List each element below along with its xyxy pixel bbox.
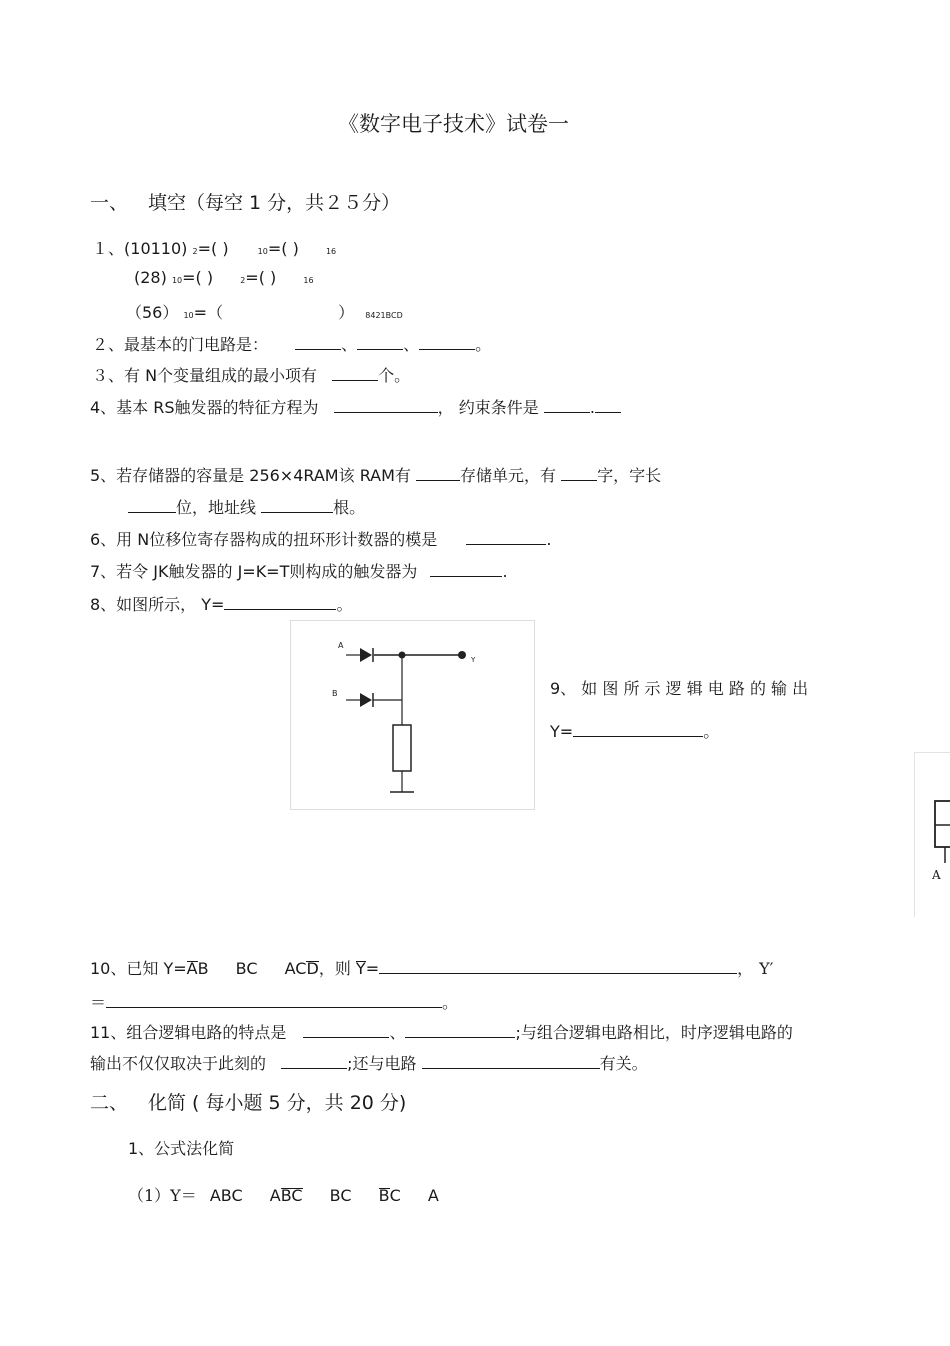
diode-circuit-figure — [290, 620, 536, 810]
q1c-base-bcd: 8421BCD — [365, 311, 403, 320]
q11-blank-1[interactable] — [303, 1023, 389, 1038]
q2-blank-2[interactable] — [357, 335, 403, 350]
q10-end: 。 — [442, 993, 459, 1012]
q4-end: . — [589, 398, 595, 417]
q5-line2-b: 根。 — [333, 498, 366, 517]
q4-text: 4、基本 RS触发器的特征方程为 — [90, 398, 319, 417]
q8-end: 。 — [336, 595, 353, 614]
q1a-value: (10110) — [124, 239, 188, 258]
s2q1-1-term-3: BC — [329, 1186, 352, 1205]
q10-term-bc: BC — [235, 959, 258, 978]
q2-sep-2: 、 — [403, 335, 420, 354]
q4-blank-3 — [595, 398, 621, 413]
q8-text: 8、如图所示， Y= — [90, 595, 225, 614]
q5-line2-a: 位，地址线 — [176, 498, 257, 517]
q1a-base-10: 10 — [257, 247, 268, 256]
q7-blank[interactable] — [430, 562, 502, 577]
side-figure-fragment — [914, 752, 950, 917]
question-5-line-2 — [128, 495, 365, 518]
s2q1-1-term-5: A — [427, 1186, 439, 1205]
q7-text: 7、若令 JK触发器的 J=K=T则构成的触发器为 — [90, 562, 418, 581]
q1c-value: （56） — [126, 303, 179, 322]
q10-blank-1[interactable] — [379, 959, 737, 974]
q2-sep-1: 、 — [341, 335, 358, 354]
q4-blank-2[interactable] — [544, 398, 590, 413]
s2q1-1-term-4a-bar: B — [378, 1186, 390, 1205]
q11-blank-4[interactable] — [422, 1054, 600, 1069]
q6-blank[interactable] — [466, 530, 546, 545]
output-terminal — [458, 651, 466, 659]
section-2-number: 二、 — [90, 1092, 129, 1114]
page-title: 《数字电子技术》试卷一 — [338, 112, 569, 136]
section-1-heading: 填空（每空 1 分，共２５分） — [148, 192, 401, 214]
side-figure-drawing — [915, 753, 950, 917]
q9-end: 。 — [703, 722, 720, 741]
diode-a-icon — [360, 648, 372, 662]
q10-eq: = — [365, 959, 380, 978]
q3-blank[interactable] — [332, 366, 378, 381]
q5-blank-2[interactable] — [561, 466, 597, 481]
q4-mid: ， 约束条件是 — [437, 398, 539, 417]
q5-mid-2: 字，字长 — [597, 466, 662, 485]
circuit-label-y: Y — [471, 656, 476, 664]
q11-line2-a: 输出不仅仅取决于此刻的 — [90, 1054, 267, 1073]
q10-line2-eq: ＝ — [90, 993, 107, 1012]
q1a-blank-2: =( ) — [267, 239, 299, 258]
q10-b: B — [197, 959, 209, 978]
s2q1-1-term-1: ABC — [209, 1186, 243, 1205]
q10-y-prime: Y′ — [759, 959, 774, 978]
question-7 — [90, 559, 508, 582]
q1b-blank-1: =( ) — [182, 268, 214, 287]
question-9-line-1: 9、 如 图 所 示 逻 辑 电 路 的 输 出 — [550, 679, 809, 698]
q5-blank-4[interactable] — [261, 498, 333, 513]
q1b-blank-2: =( ) — [245, 268, 277, 287]
q10-a-bar: A — [186, 959, 198, 978]
q6-text: 6、用 N位移位寄存器构成的扭环形计数器的模是 — [90, 530, 438, 549]
question-1-line-b — [134, 268, 314, 287]
q1a-blank-1: =( ) — [197, 239, 229, 258]
question-10-line-2 — [90, 990, 458, 1013]
q7-end: . — [502, 562, 508, 581]
diode-b-icon — [360, 693, 372, 707]
question-10-line-1 — [90, 956, 773, 979]
q11-mid: ;与组合逻辑电路相比，时序逻辑电路的 — [515, 1023, 793, 1042]
q2-blank-1[interactable] — [295, 335, 341, 350]
s2q1-1-term-2a: A — [269, 1186, 281, 1205]
side-figure-label: A — [932, 868, 941, 882]
question-8 — [90, 592, 352, 615]
circuit-label-b: B — [332, 689, 338, 698]
q5-blank-1[interactable] — [416, 466, 460, 481]
q11-text: 11、组合逻辑电路的特点是 — [90, 1023, 287, 1042]
resistor-icon — [393, 725, 411, 771]
q1c-close: ） — [338, 303, 355, 322]
q1b-base-10: 10 — [171, 276, 183, 285]
section-2-heading: 化简 ( 每小题 5 分，共 20 分) — [148, 1092, 407, 1114]
q1a-base-2: 2 — [192, 247, 198, 256]
circuit-label-a: A — [338, 641, 344, 650]
section-2-question-1: 1、公式法化简 — [128, 1139, 235, 1158]
q10-prefix: 10、已知 Y= — [90, 959, 187, 978]
q4-blank-1[interactable] — [334, 398, 438, 413]
question-2 — [92, 332, 491, 355]
question-5-line-1 — [90, 463, 661, 486]
q1b-value: (28) — [134, 268, 167, 287]
q1c-base-10: 10 — [183, 311, 194, 320]
q6-end: . — [546, 530, 552, 549]
q1b-base-16: 16 — [303, 276, 314, 285]
q10-blank-2[interactable] — [106, 993, 442, 1008]
q3-end: 个。 — [378, 366, 411, 385]
s2q1-1-term-4b: C — [389, 1186, 401, 1205]
question-4 — [90, 395, 621, 418]
question-11-line-2 — [90, 1051, 648, 1074]
q5-blank-3[interactable] — [128, 498, 176, 513]
question-1-line-a — [92, 236, 336, 259]
q9-prefix: Y= — [550, 722, 574, 741]
q10-y-bar: Y — [355, 959, 366, 978]
section-2-question-1-1 — [128, 1183, 439, 1206]
q10-comma: ， — [737, 959, 754, 978]
q10-term-ac: AC — [284, 959, 307, 978]
q5-text: 5、若存储器的容量是 256×4RAM该 RAM有 — [90, 466, 411, 485]
q10-d-bar: D — [306, 959, 319, 978]
question-11-line-1 — [90, 1020, 793, 1043]
q2-blank-3[interactable] — [419, 335, 475, 350]
q9-blank[interactable] — [573, 722, 703, 737]
q2-text: ２、最基本的门电路是： — [92, 335, 269, 354]
q1c-open: =（ — [193, 303, 224, 322]
question-3 — [92, 363, 410, 386]
q1a-base-16: 16 — [325, 247, 337, 256]
q8-blank[interactable] — [224, 595, 336, 610]
question-1-line-c — [126, 300, 403, 323]
q11-sep: 、 — [389, 1023, 406, 1042]
q11-blank-2[interactable] — [405, 1023, 515, 1038]
s2q1-1-term-2b-bar: BC — [280, 1186, 303, 1205]
section-1-number: 一、 — [90, 192, 129, 214]
q3-text: ３、有 N个变量组成的最小项有 — [92, 366, 318, 385]
s2q1-1-prefix: （1）Y＝ — [128, 1186, 197, 1205]
q11-blank-3[interactable] — [281, 1054, 347, 1069]
question-6 — [90, 527, 551, 550]
q11-line2-b: ;还与电路 — [347, 1054, 417, 1073]
q11-line2-c: 有关。 — [599, 1054, 648, 1073]
q1b-base-2: 2 — [240, 276, 246, 285]
q1a-number: １、 — [92, 239, 125, 258]
q2-end: 。 — [475, 335, 492, 354]
figure-frame — [291, 621, 535, 810]
q10-mid: ，则 — [318, 959, 351, 978]
question-9-line-2 — [550, 719, 719, 742]
q5-mid-1: 存储单元，有 — [460, 466, 557, 485]
